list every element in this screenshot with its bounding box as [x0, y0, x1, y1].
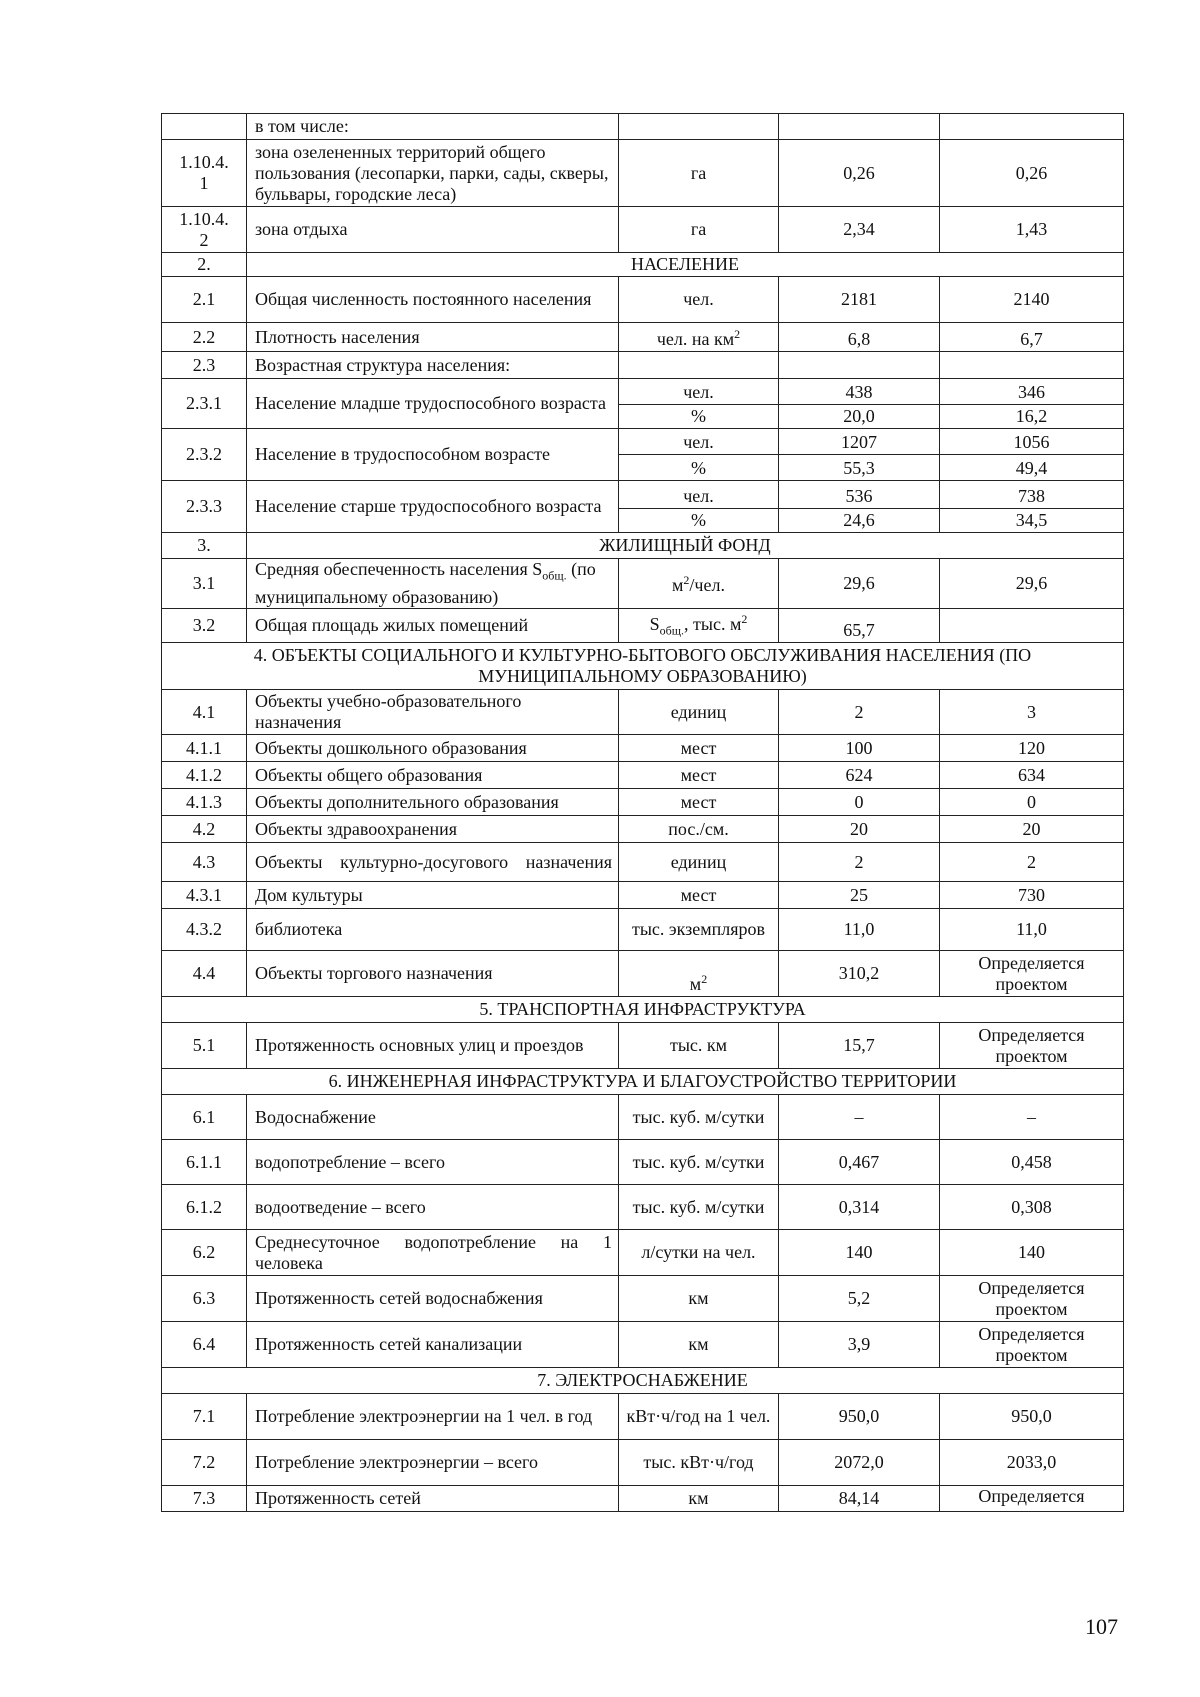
value-cell: 0,26	[940, 140, 1124, 207]
table-row	[162, 277, 1124, 323]
value-cell: 310,2	[779, 951, 940, 997]
value-cell: Определяется	[940, 1486, 1124, 1512]
superscript: 2	[734, 327, 741, 341]
row-number: 4.3.1	[162, 882, 247, 909]
row-name	[247, 1394, 619, 1440]
table-row	[162, 352, 1124, 379]
unit-cell: чел.	[619, 429, 779, 455]
table-row	[162, 762, 1124, 789]
unit-cell	[619, 323, 779, 352]
row-name-text: Плотность населения	[255, 326, 420, 347]
unit-cell	[619, 735, 779, 762]
unit-text: га	[690, 162, 707, 183]
row-name	[247, 1322, 619, 1368]
unit-text: тыс. экземпляров	[631, 919, 766, 940]
section-row	[162, 643, 1124, 690]
unit-text: /чел.	[689, 575, 725, 596]
row-name-text: Потребление электроэнергии на 1 чел. в год	[255, 1406, 593, 1427]
unit-cell	[619, 1023, 779, 1069]
row-number: 1.10.4. 2	[162, 207, 247, 253]
row-name	[247, 882, 619, 909]
unit-text: мест	[680, 791, 717, 812]
unit-text: тыс. км	[669, 1035, 728, 1056]
unit-text: чел.	[683, 289, 714, 309]
row-name-text: зона отдыха	[255, 219, 348, 239]
value-cell: 24,6	[779, 509, 940, 533]
value-cell: 3,9	[779, 1322, 940, 1368]
unit-cell: %	[619, 509, 779, 533]
value-cell: 29,6	[940, 559, 1124, 609]
row-name	[247, 277, 619, 323]
table-row	[162, 114, 1124, 140]
row-number: 4.1.1	[162, 735, 247, 762]
table-row	[162, 1185, 1124, 1230]
unit-cell: %	[619, 405, 779, 429]
row-name	[247, 1095, 619, 1140]
unit-cell	[619, 1322, 779, 1368]
row-name	[247, 1486, 619, 1512]
row-name-text: Возрастная структура населения:	[255, 354, 511, 375]
section-row	[162, 1368, 1124, 1394]
table-row	[162, 379, 1124, 405]
unit-text: км	[688, 1334, 709, 1355]
unit-cell	[619, 1486, 779, 1512]
value-cell: 0,26	[779, 140, 940, 207]
value-cell	[779, 114, 940, 140]
value-cell: 3	[940, 690, 1124, 735]
row-name-text: Объекты дошкольного образования	[255, 737, 527, 758]
row-number: 4.2	[162, 816, 247, 843]
row-name-text: водопотребление – всего	[255, 1151, 445, 1172]
value-cell	[940, 352, 1124, 379]
unit-text: мест	[680, 764, 717, 785]
value-cell: 0,314	[779, 1185, 940, 1230]
unit-cell	[619, 1140, 779, 1185]
row-name-text: Среднесуточное водопотребление на 1 человека	[255, 1231, 612, 1273]
row-number: 1.10.4. 1	[162, 140, 247, 207]
table-row	[162, 1394, 1124, 1440]
value-cell: 0	[940, 789, 1124, 816]
row-name	[247, 735, 619, 762]
row-name	[247, 1440, 619, 1486]
section-title: ЖИЛИЩНЫЙ ФОНД	[247, 533, 1124, 559]
row-number: 4.1.2	[162, 762, 247, 789]
value-cell: 5,2	[779, 1276, 940, 1322]
value-cell: Определяется проектом	[940, 1322, 1124, 1368]
value-cell: 84,14	[779, 1486, 940, 1512]
row-name	[247, 1276, 619, 1322]
value-cell: 34,5	[940, 509, 1124, 533]
table-row	[162, 843, 1124, 882]
row-name-text: библиотека	[255, 919, 343, 940]
superscript: 2	[741, 611, 748, 626]
table-row	[162, 140, 1124, 207]
row-name	[247, 1023, 619, 1069]
value-cell: 624	[779, 762, 940, 789]
row-number: 7.1	[162, 1394, 247, 1440]
row-name-text: Протяженность сетей канализации	[255, 1334, 523, 1355]
value-cell: 0,458	[940, 1140, 1124, 1185]
row-name-text: Объекты культурно-досугового назначения	[255, 851, 612, 872]
unit-text: л/сутки на чел.	[641, 1242, 756, 1263]
row-number: 4.3.2	[162, 909, 247, 951]
value-cell: 730	[940, 882, 1124, 909]
value-cell	[779, 352, 940, 379]
row-name-text: Объекты общего образования	[255, 764, 483, 785]
unit-cell	[619, 352, 779, 379]
row-number: 4.3	[162, 843, 247, 882]
value-cell: Определяется проектом	[940, 951, 1124, 997]
table-row	[162, 559, 1124, 609]
row-name	[247, 909, 619, 951]
value-cell: 1,43	[940, 207, 1124, 253]
value-cell: 2072,0	[779, 1440, 940, 1486]
table-row	[162, 1276, 1124, 1322]
table-row	[162, 735, 1124, 762]
row-name-text: в том числе:	[255, 116, 349, 136]
unit-cell	[619, 951, 779, 997]
row-name	[247, 762, 619, 789]
table-row	[162, 481, 1124, 509]
unit-cell	[619, 277, 779, 323]
unit-text: м	[672, 575, 684, 596]
value-cell: 11,0	[940, 909, 1124, 951]
row-name-text: Объекты учебно-образовательного назначения	[255, 691, 522, 733]
unit-cell	[619, 559, 779, 609]
section-row	[162, 1069, 1124, 1095]
section-title: 6. ИНЖЕНЕРНАЯ ИНФРАСТРУКТУРА И БЛАГОУСТРОЙСТВО ТЕРРИТОРИИ	[162, 1069, 1124, 1095]
row-name	[247, 207, 619, 253]
row-name-text: зона озелененных территорий общего пользования (лесопарки, парки, сады, скверы, бульвары, городские леса)	[255, 141, 609, 204]
value-cell: 29,6	[779, 559, 940, 609]
value-cell: 25	[779, 882, 940, 909]
unit-cell	[619, 1230, 779, 1276]
row-name: Население в трудоспособном возрасте	[247, 429, 619, 481]
row-name-text: Дом культуры	[255, 884, 363, 905]
value-cell: 49,4	[940, 455, 1124, 481]
unit-cell	[619, 789, 779, 816]
value-cell: 55,3	[779, 455, 940, 481]
row-number: 7.2	[162, 1440, 247, 1486]
unit-cell	[619, 608, 779, 643]
value-cell: 2140	[940, 277, 1124, 323]
table-row	[162, 789, 1124, 816]
row-number: 3.2	[162, 608, 247, 643]
row-name	[247, 951, 619, 997]
table-row	[162, 909, 1124, 951]
unit-text: пос./см.	[668, 818, 729, 839]
value-cell: 2181	[779, 277, 940, 323]
unit-text: единиц	[670, 701, 727, 722]
row-name-text: (по муниципальному образованию)	[255, 559, 596, 607]
row-name: Население младше трудоспособного возраста	[247, 379, 619, 429]
row-name-text: Общая численность постоянного населения	[255, 289, 592, 309]
unit-cell: %	[619, 455, 779, 481]
row-name-text: Потребление электроэнергии – всего	[255, 1452, 538, 1473]
unit-text: тыс. куб. м/сутки	[632, 1106, 765, 1127]
value-cell: 0	[779, 789, 940, 816]
row-name	[247, 789, 619, 816]
value-cell: 140	[940, 1230, 1124, 1276]
value-cell: 100	[779, 735, 940, 762]
row-number: 6.4	[162, 1322, 247, 1368]
table-row	[162, 608, 1124, 643]
unit-cell	[619, 1185, 779, 1230]
row-number: 6.2	[162, 1230, 247, 1276]
unit-text: кВт·ч/год на 1 чел.	[626, 1406, 771, 1427]
value-cell: 1056	[940, 429, 1124, 455]
row-name	[247, 352, 619, 379]
row-name	[247, 323, 619, 352]
table-row	[162, 1140, 1124, 1185]
value-cell: 634	[940, 762, 1124, 789]
value-cell: –	[779, 1095, 940, 1140]
section-title: НАСЕЛЕНИЕ	[247, 253, 1124, 277]
row-number	[162, 114, 247, 140]
row-number: 2.3.1	[162, 379, 247, 429]
row-number: 4.4	[162, 951, 247, 997]
unit-text: , тыс. м	[684, 613, 742, 634]
row-name-text: Протяженность сетей водоснабжения	[255, 1288, 543, 1309]
row-name-text: Водоснабжение	[255, 1106, 376, 1127]
indicators-table	[161, 113, 1124, 1512]
row-number: 2.3.2	[162, 429, 247, 481]
page-number: 107	[1085, 1614, 1118, 1639]
value-cell: 16,2	[940, 405, 1124, 429]
unit-cell	[619, 909, 779, 951]
section-row	[162, 997, 1124, 1023]
value-cell: 20	[940, 816, 1124, 843]
table-row	[162, 1486, 1124, 1512]
unit-text: мест	[680, 737, 717, 758]
value-cell: 2	[940, 843, 1124, 882]
unit-text: чел. на км	[656, 329, 735, 349]
value-cell: 120	[940, 735, 1124, 762]
row-name-text: Протяженность основных улиц и проездов	[255, 1035, 584, 1056]
value-cell: 438	[779, 379, 940, 405]
table-row	[162, 882, 1124, 909]
value-cell: 2	[779, 690, 940, 735]
value-cell: 346	[940, 379, 1124, 405]
section-row	[162, 253, 1124, 277]
row-name	[247, 1185, 619, 1230]
unit-cell: чел.	[619, 379, 779, 405]
row-number: 6.3	[162, 1276, 247, 1322]
unit-text: м	[689, 974, 702, 995]
unit-cell	[619, 1095, 779, 1140]
row-number: 5.1	[162, 1023, 247, 1069]
row-number: 2.1	[162, 277, 247, 323]
table-row	[162, 1230, 1124, 1276]
superscript: 2	[701, 972, 708, 987]
section-row	[162, 533, 1124, 559]
row-number: 4.1	[162, 690, 247, 735]
unit-text: тыс. кВт·ч/год	[643, 1452, 754, 1473]
table-row	[162, 1440, 1124, 1486]
row-name	[247, 1230, 619, 1276]
value-cell: 6,7	[940, 323, 1124, 352]
row-name	[247, 816, 619, 843]
unit-cell	[619, 762, 779, 789]
value-cell: 65,7	[779, 608, 940, 643]
table-row	[162, 951, 1124, 997]
unit-text: тыс. куб. м/сутки	[632, 1151, 765, 1172]
subscript: общ.	[542, 568, 567, 583]
row-number: 6.1.1	[162, 1140, 247, 1185]
row-name	[247, 608, 619, 643]
table-row	[162, 1095, 1124, 1140]
row-number: 6.1.2	[162, 1185, 247, 1230]
row-name	[247, 114, 619, 140]
row-name-text: Протяженность сетей	[255, 1488, 421, 1509]
unit-cell	[619, 882, 779, 909]
unit-cell	[619, 140, 779, 207]
section-title: 4. ОБЪЕКТЫ СОЦИАЛЬНОГО И КУЛЬТУРНО-БЫТОВОГО ОБСЛУЖИВАНИЯ НАСЕЛЕНИЯ (ПО МУНИЦИПАЛЬНОМУ ОБРАЗОВАНИЮ)	[162, 643, 1124, 690]
row-name-text: водоотведение – всего	[255, 1196, 426, 1217]
unit-text: км	[688, 1288, 709, 1309]
unit-text: тыс. куб. м/сутки	[632, 1196, 765, 1217]
unit-cell	[619, 816, 779, 843]
unit-text: мест	[680, 884, 717, 905]
value-cell	[940, 114, 1124, 140]
subscript: общ.	[659, 623, 685, 638]
table-row	[162, 816, 1124, 843]
value-cell: 2	[779, 843, 940, 882]
unit-cell	[619, 1276, 779, 1322]
value-cell: 738	[940, 481, 1124, 509]
unit-text: га	[690, 219, 707, 239]
section-title: 7. ЭЛЕКТРОСНАБЖЕНИЕ	[162, 1368, 1124, 1394]
row-name: Население старше трудоспособного возраста	[247, 481, 619, 533]
row-number: 7.3	[162, 1486, 247, 1512]
value-cell: 20	[779, 816, 940, 843]
table-row	[162, 323, 1124, 352]
unit-text: S	[649, 613, 660, 634]
row-name-text: Объекты здравоохранения	[255, 818, 457, 839]
row-name	[247, 690, 619, 735]
value-cell: 11,0	[779, 909, 940, 951]
section-title: 5. ТРАНСПОРТНАЯ ИНФРАСТРУКТУРА	[162, 997, 1124, 1023]
table-row	[162, 690, 1124, 735]
value-cell: 950,0	[940, 1394, 1124, 1440]
row-number: 2.3	[162, 352, 247, 379]
row-name	[247, 1140, 619, 1185]
value-cell: 2,34	[779, 207, 940, 253]
unit-cell	[619, 1440, 779, 1486]
unit-cell	[619, 843, 779, 882]
row-name-text: Объекты торгового назначения	[255, 963, 493, 984]
table-row	[162, 429, 1124, 455]
value-cell: 2033,0	[940, 1440, 1124, 1486]
unit-text: км	[688, 1488, 709, 1509]
table-row	[162, 1023, 1124, 1069]
row-number: 3.	[162, 533, 247, 559]
table-row	[162, 207, 1124, 253]
value-cell: 140	[779, 1230, 940, 1276]
row-number: 2.2	[162, 323, 247, 352]
row-number: 2.	[162, 253, 247, 277]
row-name	[247, 559, 619, 609]
value-cell: –	[940, 1095, 1124, 1140]
value-cell: Определяется проектом	[940, 1023, 1124, 1069]
row-name	[247, 140, 619, 207]
row-number: 3.1	[162, 559, 247, 609]
unit-cell	[619, 1394, 779, 1440]
row-number: 2.3.3	[162, 481, 247, 533]
unit-cell	[619, 207, 779, 253]
unit-cell	[619, 114, 779, 140]
value-cell: 1207	[779, 429, 940, 455]
row-name	[247, 843, 619, 882]
unit-text: единиц	[670, 851, 727, 872]
table-row	[162, 1322, 1124, 1368]
value-cell: 536	[779, 481, 940, 509]
row-name-text: Объекты дополнительного образования	[255, 791, 559, 812]
value-cell: 6,8	[779, 323, 940, 352]
row-number: 4.1.3	[162, 789, 247, 816]
superscript: 2	[683, 573, 690, 588]
row-name-text: Средняя обеспеченность населения S	[255, 559, 543, 579]
row-number: 6.1	[162, 1095, 247, 1140]
value-cell: 950,0	[779, 1394, 940, 1440]
value-cell: 15,7	[779, 1023, 940, 1069]
unit-cell: чел.	[619, 481, 779, 509]
value-cell: 0,308	[940, 1185, 1124, 1230]
value-cell: 0,467	[779, 1140, 940, 1185]
value-cell: Определяется проектом	[940, 1276, 1124, 1322]
unit-cell	[619, 690, 779, 735]
row-name-text: Общая площадь жилых помещений	[255, 614, 529, 635]
value-cell: 20,0	[779, 405, 940, 429]
value-cell	[940, 608, 1124, 643]
